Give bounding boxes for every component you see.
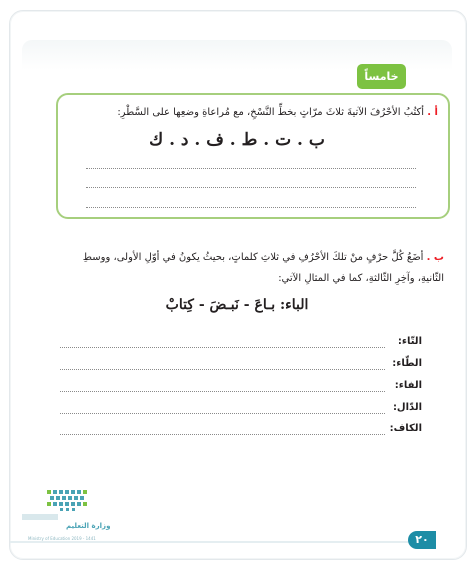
exercise-b-text-2: الثّانيةِ، وآخِرِ الثّالثةِ، كما في المثالِ الآتي: — [278, 273, 444, 284]
exercise-b-marker: ب . — [426, 252, 444, 263]
answer-line-kaf[interactable] — [60, 434, 385, 435]
writing-line[interactable] — [86, 187, 416, 188]
section-badge: خامساً — [357, 64, 406, 89]
example-line: الباء: بـاعَ - نَبـضَ - كِتابْ — [165, 297, 309, 313]
answer-line-dal[interactable] — [60, 413, 385, 414]
ministry-name: وزارة التعليم — [66, 522, 111, 530]
writing-line[interactable] — [86, 168, 416, 169]
exercise-b-text-1: أضَعُ كُلَّ حرْفٍ منْ تلكَ الأحْرُفِ في ثلاثِ كلماتٍ، بحيثُ يكونُ في أوّلِ الأولى، ووسطِ — [82, 252, 424, 263]
letters-row: ب . ت . ط . ف . د . ك — [149, 130, 325, 150]
exercise-a-marker: أ . — [427, 107, 438, 118]
answer-line-faa[interactable] — [60, 391, 385, 392]
answer-line-taa-heavy[interactable] — [60, 369, 385, 370]
answer-label-taa: التّاء: — [397, 336, 422, 347]
answer-label-dal: الدّال: — [392, 402, 422, 413]
page-number: ٢٠ — [408, 531, 436, 549]
exercise-a-instruction — [117, 104, 438, 121]
answer-label-taa-heavy: الطّاء: — [392, 358, 422, 369]
answer-line-taa[interactable] — [60, 347, 385, 348]
answer-label-faa: الفاء: — [394, 380, 422, 391]
answer-label-kaf: الكاف: — [389, 423, 422, 434]
edition-label: 2019 - 1441 — [71, 536, 96, 541]
exercise-b-instruction-line2 — [278, 270, 444, 287]
exercise-a-text: أكتُبُ الأحْرُفَ الآتيةَ ثلاثَ مرّاتٍ بخطِّ النَّسْخِ، مع مُراعاةِ وضعِها على السَّطْرِ: — [117, 107, 425, 118]
ministry-subtitle-en: Ministry of Education — [28, 536, 71, 541]
bottom-strip — [10, 541, 408, 543]
writing-line[interactable] — [86, 207, 416, 208]
exercise-b-instruction-line1 — [83, 249, 444, 266]
